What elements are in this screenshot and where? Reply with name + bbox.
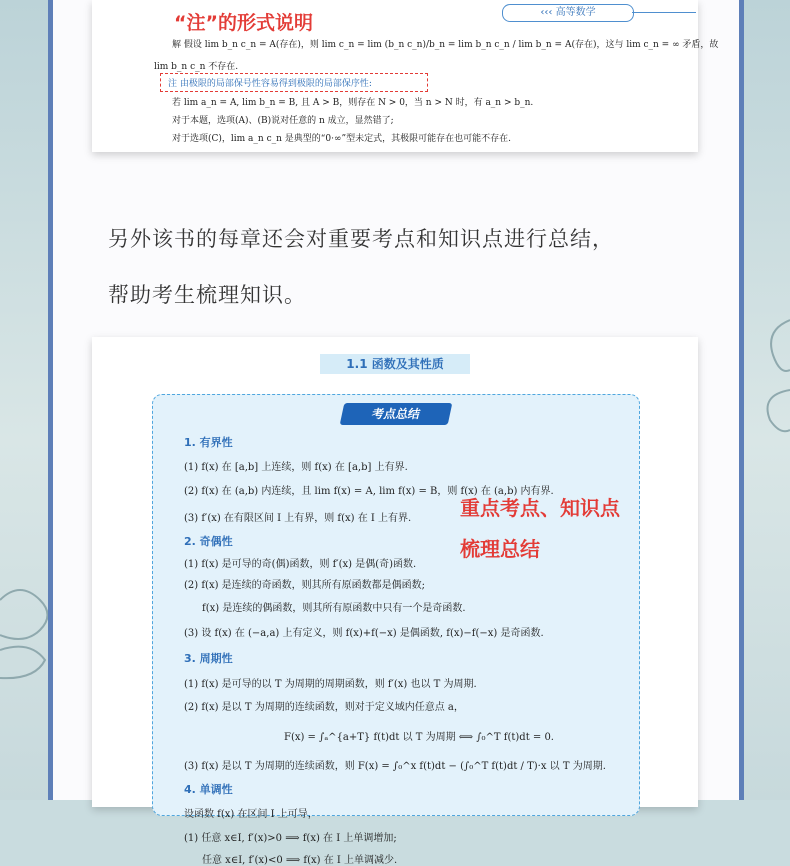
summary-line: (2) f(x) 是连续的奇函数，则其所有原函数都是偶函数; <box>184 580 426 591</box>
overlay-text-1: 重点考点、知识点 <box>460 496 620 520</box>
summary-section-heading: 1. 有界性 <box>184 436 233 449</box>
summary-formula: F(x) = ∫ₐ^{a+T} f(t)dt 以 T 为周期 ⟺ ∫₀^T f(t)dt = 0. <box>284 732 554 743</box>
section-title: 1.1 函数及其性质 <box>320 354 470 374</box>
book-excerpt-card-top <box>92 0 719 152</box>
summary-line: (2) f(x) 是以 T 为周期的连续函数，则对于定义域内任意点 a， <box>184 702 464 713</box>
body-text-line-1: 另外该书的每章还会对重要考点和知识点进行总结， <box>108 227 614 251</box>
summary-line: f(x) 是连续的偶函数，则其所有原函数中只有一个是奇函数. <box>202 603 466 614</box>
excerpt-line: 对于本题，选项(A)、(B)说对任意的 n 成立，显然错了; <box>172 116 394 126</box>
subject-badge: ‹‹‹ 高等数学 <box>502 4 634 22</box>
annotation-title: “注”的形式说明 <box>174 12 313 34</box>
summary-line: (3) f(x) 是以 T 为周期的连续函数，则 F(x) = ∫₀^x f(t)dt − (∫₀^T f(t)dt / T)·x 以 T 为周期. <box>184 761 606 772</box>
body-text-line-2: 帮助考生梳理知识。 <box>108 283 306 307</box>
summary-line: (2) f(x) 在 (a,b) 内连续，且 lim f(x) = A, lim f(x) = B，则 f(x) 在 (a,b) 内有界. <box>184 486 554 497</box>
overlay-text-2: 梳理总结 <box>460 537 540 561</box>
excerpt-line: 对于选项(C)，lim a_n c_n 是典型的“0·∞”型未定式，其极限可能存在也可能不存在. <box>172 134 511 144</box>
summary-line: 任意 x∈I, f′(x)<0 ⟹ f(x) 在 I 上单调减少. <box>202 855 398 866</box>
excerpt-line: 若 lim a_n = A, lim b_n = B, 且 A > B，则存在 N > 0，当 n > N 时，有 a_n > b_n. <box>172 98 534 108</box>
excerpt-line: lim b_n c_n 不存在. <box>154 62 239 72</box>
summary-line: (1) f(x) 是可导的奇(偶)函数，则 f′(x) 是偶(奇)函数. <box>184 559 417 570</box>
badge-line <box>632 12 696 13</box>
summary-section-heading: 3. 周期性 <box>184 652 233 665</box>
summary-line: (1) 任意 x∈I, f′(x)>0 ⟹ f(x) 在 I 上单调增加; <box>184 833 397 844</box>
excerpt-note: 注 由极限的局部保号性容易得到极限的局部保序性: <box>168 79 372 89</box>
book-excerpt-card-bottom <box>92 337 698 866</box>
summary-line: (1) f(x) 在 [a,b] 上连续，则 f(x) 在 [a,b] 上有界. <box>184 462 408 473</box>
summary-banner: 考点总结 <box>340 403 453 425</box>
summary-section-heading: 4. 单调性 <box>184 783 233 796</box>
excerpt-line: 解 假设 lim b_n c_n = A(存在)，则 lim c_n = lim (b_n c_n)/b_n = lim b_n c_n / lim b_n = A(存在)，这与 lim c_n = ∞ 矛盾，故 <box>172 40 719 50</box>
summary-line: (3) 设 f(x) 在 (−a,a) 上有定义，则 f(x)+f(−x) 是偶函数, f(x)−f(−x) 是奇函数. <box>184 628 544 639</box>
summary-section-heading: 2. 奇偶性 <box>184 535 233 548</box>
summary-line: (1) f(x) 是可导的以 T 为周期的周期函数，则 f′(x) 也以 T 为周期. <box>184 679 477 690</box>
cloud-decoration-right <box>745 300 790 440</box>
summary-line: 设函数 f(x) 在区间 I 上可导， <box>184 809 318 820</box>
summary-line: (3) f′(x) 在有限区间 I 上有界，则 f(x) 在 I 上有界. <box>184 513 412 524</box>
